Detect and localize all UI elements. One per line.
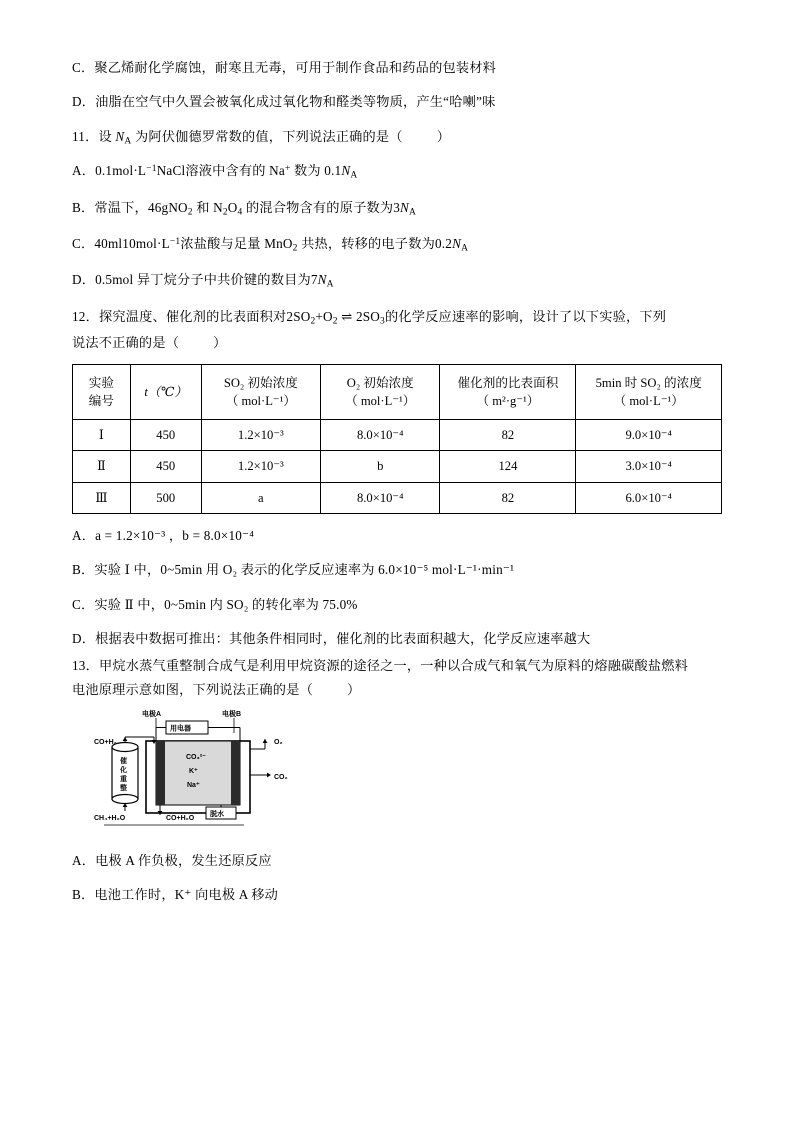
th-o2-initial [321, 364, 440, 420]
question-11-stem [72, 127, 722, 149]
th-temp-l1: t（℃） [144, 384, 188, 399]
q12-stem-line2-end: ） [213, 335, 227, 351]
label-load: 用电器 [170, 725, 191, 733]
q11-c-mid2: 共热，转移的电子数为0.2 [297, 236, 453, 252]
th-5min-l1: 5min 时 SO₂ 的浓度 [595, 375, 702, 390]
label-reformer-4: 整 [120, 784, 127, 792]
cell-so2: 1.2×10⁻³ [201, 420, 320, 451]
th-exp-l1: 实验 [88, 375, 114, 390]
q11-b-mid3: 的混合物含有的原子数为3 [242, 199, 401, 215]
label-reformer-2: 化 [120, 766, 127, 774]
q11-a-text: 0.1mol·L [95, 163, 147, 179]
cell-temp: 500 [130, 482, 201, 513]
th-so2-initial [201, 364, 320, 420]
q11-option-b [72, 198, 722, 220]
q11-a-mid: NaCl溶液中含有的 Na [156, 163, 285, 179]
question-12-stem-line1 [72, 307, 722, 329]
q12-stem-b: +O [315, 308, 333, 324]
q11-c-sym: N [452, 236, 462, 252]
cell-so2-5min: 9.0×10⁻⁴ [576, 420, 722, 451]
fuel-cell-diagram [94, 707, 344, 837]
q11-stem-end: ） [436, 128, 451, 144]
q11-a-sup1: −1 [146, 164, 157, 175]
q11-c-sub1: 2 [292, 243, 298, 254]
q11-b-mid2: O [227, 199, 238, 215]
q12-option-c: C．实验 Ⅱ 中，0~5min 内 SO₂ 的转化率为 75.0% [72, 596, 358, 612]
th-exp-l2: 编号 [88, 393, 114, 408]
q12-equilibrium-arrow: ⇌ [341, 308, 353, 324]
q12-option-d: D．根据表中数据可推出：其他条件相同时，催化剂的比表面积越大，化学反应速率越大 [72, 631, 591, 647]
q12-stem-line2: 说法不正确的是（ [72, 335, 180, 351]
q12-option-b: B．实验 Ⅰ 中，0~5min 用 O₂ 表示的化学反应速率为 6.0×10⁻⁵ mol·L⁻¹·min⁻¹ [72, 562, 515, 578]
q12-option-a: A．a = 1.2×10⁻³ ，b = 8.0×10⁻⁴ [72, 527, 254, 543]
th-so2-l1: SO₂ 初始浓度 [223, 375, 298, 390]
th-o2-l1: O₂ 初始浓度 [346, 375, 414, 390]
q11-b-sym: N [400, 199, 410, 215]
th-cat-l2: （ m²·g⁻¹） [476, 393, 540, 408]
q11-d-label: D． [72, 272, 96, 288]
q13-stem-line2: 电池原理示意如图，下列说法正确的是（ [72, 682, 313, 698]
label-na-ion: Na⁺ [187, 781, 200, 789]
q11-b-text: 常温下，46gNO [94, 199, 188, 215]
th-experiment-no [73, 364, 131, 420]
q11-b-sub3: 4 [237, 207, 243, 218]
label-co-h2-in: CO+H₂ [94, 738, 117, 746]
fuel-cell-svg [94, 707, 344, 837]
q13-stem-line2-end: ） [346, 682, 361, 698]
q11-stem-suffix: 为阿伏伽德罗常数的值，下列说法正确的是（ [134, 128, 403, 144]
q11-a-supna: + [284, 164, 291, 175]
cell-exp-no: Ⅲ [73, 482, 131, 513]
q11-stem-prefix: 11．设 [72, 128, 112, 144]
option-c-top: C．聚乙烯耐化学腐蚀，耐寒且无毒，可用于制作食品和药品的包装材料 [72, 60, 497, 75]
q11-symbol-n: N [115, 128, 125, 144]
q13-option-b: B．电池工作时，K⁺ 向电极 A 移动 [72, 887, 279, 903]
label-ch4-h2o-in: CH₄+H₂O [94, 814, 126, 822]
table-row [73, 451, 722, 482]
th-so2-l2: （ mol·L⁻¹） [225, 393, 296, 408]
q11-b-label: B． [72, 199, 95, 215]
cell-o2: b [321, 451, 440, 482]
q11-c-sup1: −1 [169, 237, 181, 248]
q11-b-sub1: 2 [187, 207, 193, 218]
cell-temp: 450 [130, 451, 201, 482]
q11-a-sym: N [341, 163, 351, 179]
q11-symbol-sub: A [124, 136, 132, 147]
th-5min-l2: （ mol·L⁻¹） [613, 393, 684, 408]
cell-catalyst: 124 [440, 451, 576, 482]
label-reformer-1: 催 [120, 757, 127, 765]
cell-temp: 450 [130, 420, 201, 451]
label-reformer-3: 重 [120, 775, 127, 783]
q12-stem-d: 的化学反应速率的影响，设计了以下实验，下列 [385, 308, 667, 324]
cell-exp-no: Ⅰ [73, 420, 131, 451]
q11-d-sym: N [317, 272, 327, 288]
th-catalyst-area [440, 364, 576, 420]
label-dewater: 脱水 [210, 810, 224, 818]
q11-d-sub: A [326, 280, 334, 291]
th-cat-l1: 催化剂的比表面积 [457, 375, 559, 390]
q11-c-sub: A [461, 243, 469, 254]
cell-so2-5min: 3.0×10⁻⁴ [576, 451, 722, 482]
cell-catalyst: 82 [440, 420, 576, 451]
q11-b-sub: A [409, 207, 417, 218]
q12-stem-a: 12．探究温度、催化剂的比表面积对2SO [72, 308, 311, 324]
q11-c-label: C． [72, 236, 95, 252]
q12-stem-c: 2SO [355, 308, 381, 324]
th-o2-l2: （ mol·L⁻¹） [345, 393, 416, 408]
label-o2: O₂ [274, 738, 283, 746]
label-k-ion: K⁺ [189, 767, 198, 775]
q11-option-a [72, 161, 722, 183]
q11-d-text: 0.5mol 异丁烷分子中共价键的数目为7 [95, 272, 318, 288]
q11-c-mid: 浓盐酸与足量 MnO [180, 236, 293, 252]
label-electrode-b: 电极B [222, 710, 242, 718]
q12-stem-sub3: 3 [380, 316, 385, 327]
q12-stem-sub2: 2 [332, 316, 338, 327]
q11-b-sub2: 2 [222, 207, 228, 218]
cell-so2: a [201, 482, 320, 513]
question-12-stem-line2 [72, 333, 722, 353]
cell-exp-no: Ⅱ [73, 451, 131, 482]
table-header-row [73, 364, 722, 420]
cell-o2: 8.0×10⁻⁴ [321, 420, 440, 451]
q11-b-mid: 和 N [192, 199, 223, 215]
option-d-top: D．油脂在空气中久置会被氧化成过氧化物和醛类等物质，产生“哈喇”味 [72, 94, 496, 110]
label-carbonate-ion: CO₃²⁻ [186, 753, 206, 761]
table-row [73, 482, 722, 513]
experiment-table [72, 364, 722, 514]
q11-a-label: A． [72, 163, 96, 179]
question-13-stem-line2 [72, 680, 722, 700]
q11-c-text: 40ml10mol·L [94, 236, 170, 252]
th-so2-5min [576, 364, 722, 420]
q12-stem-sub1: 2 [310, 316, 316, 327]
cell-o2: 8.0×10⁻⁴ [321, 482, 440, 513]
cell-so2: 1.2×10⁻³ [201, 451, 320, 482]
th-temperature [130, 364, 201, 420]
label-co-h2o-out: CO+H₂O [166, 814, 195, 822]
question-13-stem-line1: 13．甲烷水蒸气重整制合成气是利用甲烷资源的途径之一，一种以合成气和氧气为原料的熔融碳酸盐燃料 [72, 657, 689, 673]
label-co2: CO₂ [274, 773, 288, 781]
q11-a-sub: A [350, 170, 358, 181]
cell-catalyst: 82 [440, 482, 576, 513]
label-electrode-a: 电极A [142, 710, 162, 718]
q11-option-d [72, 270, 722, 292]
q11-a-mid2: 数为 0.1 [290, 163, 342, 179]
q11-option-c [72, 234, 722, 256]
cell-so2-5min: 6.0×10⁻⁴ [576, 482, 722, 513]
q13-option-a: A．电极 A 作负极，发生还原反应 [72, 852, 272, 868]
table-row [73, 420, 722, 451]
